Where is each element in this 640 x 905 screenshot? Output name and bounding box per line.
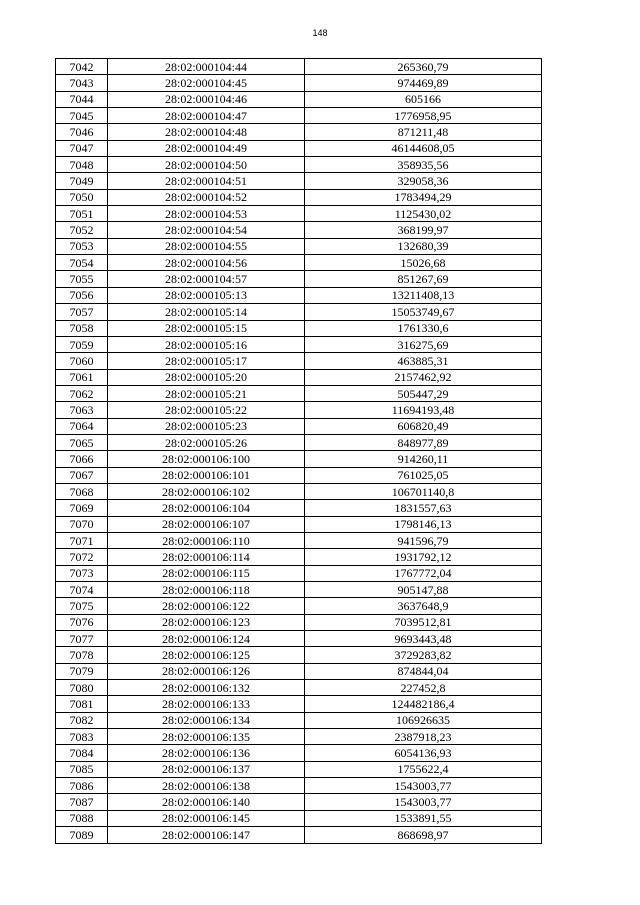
cadastral-number-cell: 28:02:000106:118 [108,582,305,598]
row-number-cell: 7077 [56,631,108,647]
cadastral-number-cell: 28:02:000104:47 [108,108,305,124]
row-number-cell: 7089 [56,827,108,843]
cadastral-value-table [55,58,542,844]
row-number-cell: 7047 [56,140,108,156]
cadastral-number-cell: 28:02:000106:140 [108,794,305,810]
table-row [56,794,542,810]
cadastral-number-cell: 28:02:000104:45 [108,75,305,91]
cadastral-number-cell: 28:02:000105:14 [108,304,305,320]
cadastral-value-cell: 9693443,48 [305,631,542,647]
row-number-cell: 7080 [56,680,108,696]
cadastral-number-cell: 28:02:000106:135 [108,729,305,745]
table-row [56,745,542,761]
row-number-cell: 7060 [56,353,108,369]
row-number-cell: 7044 [56,91,108,107]
row-number-cell: 7058 [56,320,108,336]
row-number-cell: 7057 [56,304,108,320]
table-row [56,140,542,156]
cadastral-number-cell: 28:02:000106:134 [108,712,305,728]
row-number-cell: 7079 [56,663,108,679]
row-number-cell: 7061 [56,369,108,385]
table-body [56,59,542,844]
cadastral-number-cell: 28:02:000105:20 [108,369,305,385]
cadastral-value-cell: 358935,56 [305,157,542,173]
table-row [56,696,542,712]
cadastral-value-cell: 463885,31 [305,353,542,369]
row-number-cell: 7082 [56,712,108,728]
row-number-cell: 7049 [56,173,108,189]
row-number-cell: 7074 [56,582,108,598]
cadastral-value-cell: 1533891,55 [305,810,542,826]
row-number-cell: 7087 [56,794,108,810]
cadastral-value-cell: 1798146,13 [305,516,542,532]
cadastral-number-cell: 28:02:000105:16 [108,336,305,352]
row-number-cell: 7069 [56,500,108,516]
table-row [56,680,542,696]
cadastral-value-cell: 227452,8 [305,680,542,696]
row-number-cell: 7078 [56,647,108,663]
cadastral-value-cell: 132680,39 [305,238,542,254]
cadastral-value-cell: 2387918,23 [305,729,542,745]
page-number: 148 [312,28,328,38]
cadastral-value-cell: 1755622,4 [305,761,542,777]
table-row [56,124,542,140]
cadastral-number-cell: 28:02:000104:46 [108,91,305,107]
cadastral-value-cell: 941596,79 [305,532,542,548]
cadastral-number-cell: 28:02:000105:15 [108,320,305,336]
cadastral-number-cell: 28:02:000104:56 [108,255,305,271]
row-number-cell: 7059 [56,336,108,352]
table-row [56,500,542,516]
cadastral-value-cell: 905147,88 [305,582,542,598]
cadastral-value-cell: 1543003,77 [305,778,542,794]
cadastral-value-cell: 1125430,02 [305,206,542,222]
cadastral-value-cell: 46144608,05 [305,140,542,156]
cadastral-number-cell: 28:02:000105:21 [108,385,305,401]
cadastral-value-cell: 871211,48 [305,124,542,140]
table-row [56,565,542,581]
row-number-cell: 7048 [56,157,108,173]
row-number-cell: 7065 [56,434,108,450]
row-number-cell: 7055 [56,271,108,287]
table-row [56,598,542,614]
row-number-cell: 7053 [56,238,108,254]
cadastral-value-cell: 1783494,29 [305,189,542,205]
row-number-cell: 7062 [56,385,108,401]
row-number-cell: 7043 [56,75,108,91]
table-row [56,434,542,450]
cadastral-number-cell: 28:02:000105:26 [108,434,305,450]
cadastral-value-cell: 15026,68 [305,255,542,271]
cadastral-number-cell: 28:02:000104:54 [108,222,305,238]
cadastral-number-cell: 28:02:000106:136 [108,745,305,761]
cadastral-number-cell: 28:02:000104:44 [108,59,305,75]
table-row [56,91,542,107]
cadastral-value-cell: 7039512,81 [305,614,542,630]
cadastral-number-cell: 28:02:000104:55 [108,238,305,254]
cadastral-value-cell: 11694193,48 [305,402,542,418]
row-number-cell: 7073 [56,565,108,581]
cadastral-value-cell: 2157462,92 [305,369,542,385]
table-row [56,810,542,826]
cadastral-value-cell: 848977,89 [305,434,542,450]
row-number-cell: 7088 [56,810,108,826]
table-row [56,451,542,467]
cadastral-value-cell: 1767772,04 [305,565,542,581]
table-row [56,827,542,843]
cadastral-number-cell: 28:02:000106:147 [108,827,305,843]
row-number-cell: 7066 [56,451,108,467]
cadastral-value-cell: 868698,97 [305,827,542,843]
cadastral-value-cell: 15053749,67 [305,304,542,320]
cadastral-value-cell: 1931792,12 [305,549,542,565]
cadastral-number-cell: 28:02:000105:13 [108,287,305,303]
row-number-cell: 7084 [56,745,108,761]
row-number-cell: 7070 [56,516,108,532]
row-number-cell: 7051 [56,206,108,222]
table-row [56,173,542,189]
cadastral-number-cell: 28:02:000104:57 [108,271,305,287]
cadastral-value-cell: 851267,69 [305,271,542,287]
row-number-cell: 7045 [56,108,108,124]
row-number-cell: 7064 [56,418,108,434]
cadastral-number-cell: 28:02:000104:53 [108,206,305,222]
table-row [56,238,542,254]
table-row [56,59,542,75]
table-row [56,206,542,222]
cadastral-value-cell: 3637648,9 [305,598,542,614]
table-row [56,483,542,499]
table-row [56,614,542,630]
table-row [56,729,542,745]
cadastral-value-cell: 874844,04 [305,663,542,679]
cadastral-value-cell: 368199,97 [305,222,542,238]
cadastral-number-cell: 28:02:000106:133 [108,696,305,712]
cadastral-number-cell: 28:02:000106:132 [108,680,305,696]
row-number-cell: 7054 [56,255,108,271]
cadastral-value-cell: 265360,79 [305,59,542,75]
cadastral-number-cell: 28:02:000106:124 [108,631,305,647]
row-number-cell: 7046 [56,124,108,140]
table-row [56,663,542,679]
cadastral-value-cell: 606820,49 [305,418,542,434]
row-number-cell: 7075 [56,598,108,614]
cadastral-value-cell: 13211408,13 [305,287,542,303]
cadastral-number-cell: 28:02:000106:101 [108,467,305,483]
cadastral-value-cell: 914260,11 [305,451,542,467]
cadastral-value-cell: 329058,36 [305,173,542,189]
row-number-cell: 7050 [56,189,108,205]
cadastral-number-cell: 28:02:000106:122 [108,598,305,614]
table-row [56,157,542,173]
cadastral-value-cell: 761025,05 [305,467,542,483]
row-number-cell: 7083 [56,729,108,745]
cadastral-value-cell: 1831557,63 [305,500,542,516]
table-row [56,467,542,483]
table-row [56,336,542,352]
row-number-cell: 7068 [56,483,108,499]
table-row [56,320,542,336]
cadastral-number-cell: 28:02:000106:104 [108,500,305,516]
table-row [56,255,542,271]
cadastral-value-cell: 106926635 [305,712,542,728]
cadastral-number-cell: 28:02:000104:52 [108,189,305,205]
table-row [56,418,542,434]
cadastral-value-cell: 124482186,4 [305,696,542,712]
row-number-cell: 7063 [56,402,108,418]
cadastral-number-cell: 28:02:000104:49 [108,140,305,156]
row-number-cell: 7085 [56,761,108,777]
table-row [56,108,542,124]
table-row [56,75,542,91]
cadastral-number-cell: 28:02:000106:110 [108,532,305,548]
table-row [56,385,542,401]
table-row [56,549,542,565]
table-row [56,582,542,598]
cadastral-number-cell: 28:02:000106:145 [108,810,305,826]
cadastral-number-cell: 28:02:000104:48 [108,124,305,140]
table-row [56,222,542,238]
cadastral-value-cell: 316275,69 [305,336,542,352]
cadastral-value-cell: 974469,89 [305,75,542,91]
cadastral-number-cell: 28:02:000106:126 [108,663,305,679]
table-row [56,532,542,548]
cadastral-number-cell: 28:02:000105:23 [108,418,305,434]
cadastral-value-cell: 505447,29 [305,385,542,401]
row-number-cell: 7067 [56,467,108,483]
row-number-cell: 7076 [56,614,108,630]
cadastral-number-cell: 28:02:000104:50 [108,157,305,173]
cadastral-number-cell: 28:02:000105:17 [108,353,305,369]
row-number-cell: 7086 [56,778,108,794]
row-number-cell: 7072 [56,549,108,565]
table-row [56,402,542,418]
table-row [56,304,542,320]
row-number-cell: 7052 [56,222,108,238]
cadastral-value-cell: 106701140,8 [305,483,542,499]
cadastral-value-cell: 1543003,77 [305,794,542,810]
cadastral-value-cell: 6054136,93 [305,745,542,761]
table-row [56,353,542,369]
table-row [56,647,542,663]
table-row [56,778,542,794]
cadastral-number-cell: 28:02:000106:100 [108,451,305,467]
cadastral-number-cell: 28:02:000106:123 [108,614,305,630]
cadastral-number-cell: 28:02:000106:115 [108,565,305,581]
cadastral-number-cell: 28:02:000106:125 [108,647,305,663]
cadastral-value-cell: 3729283,82 [305,647,542,663]
cadastral-value-cell: 1761330,6 [305,320,542,336]
row-number-cell: 7071 [56,532,108,548]
cadastral-value-cell: 1776958,95 [305,108,542,124]
cadastral-value-cell: 605166 [305,91,542,107]
table-row [56,369,542,385]
row-number-cell: 7042 [56,59,108,75]
table-row [56,631,542,647]
row-number-cell: 7056 [56,287,108,303]
cadastral-number-cell: 28:02:000106:102 [108,483,305,499]
cadastral-number-cell: 28:02:000106:137 [108,761,305,777]
cadastral-number-cell: 28:02:000104:51 [108,173,305,189]
table-row [56,271,542,287]
table-row [56,287,542,303]
cadastral-number-cell: 28:02:000105:22 [108,402,305,418]
table-row [56,712,542,728]
table-row [56,189,542,205]
row-number-cell: 7081 [56,696,108,712]
table-row [56,761,542,777]
cadastral-number-cell: 28:02:000106:138 [108,778,305,794]
cadastral-number-cell: 28:02:000106:107 [108,516,305,532]
table-row [56,516,542,532]
cadastral-number-cell: 28:02:000106:114 [108,549,305,565]
